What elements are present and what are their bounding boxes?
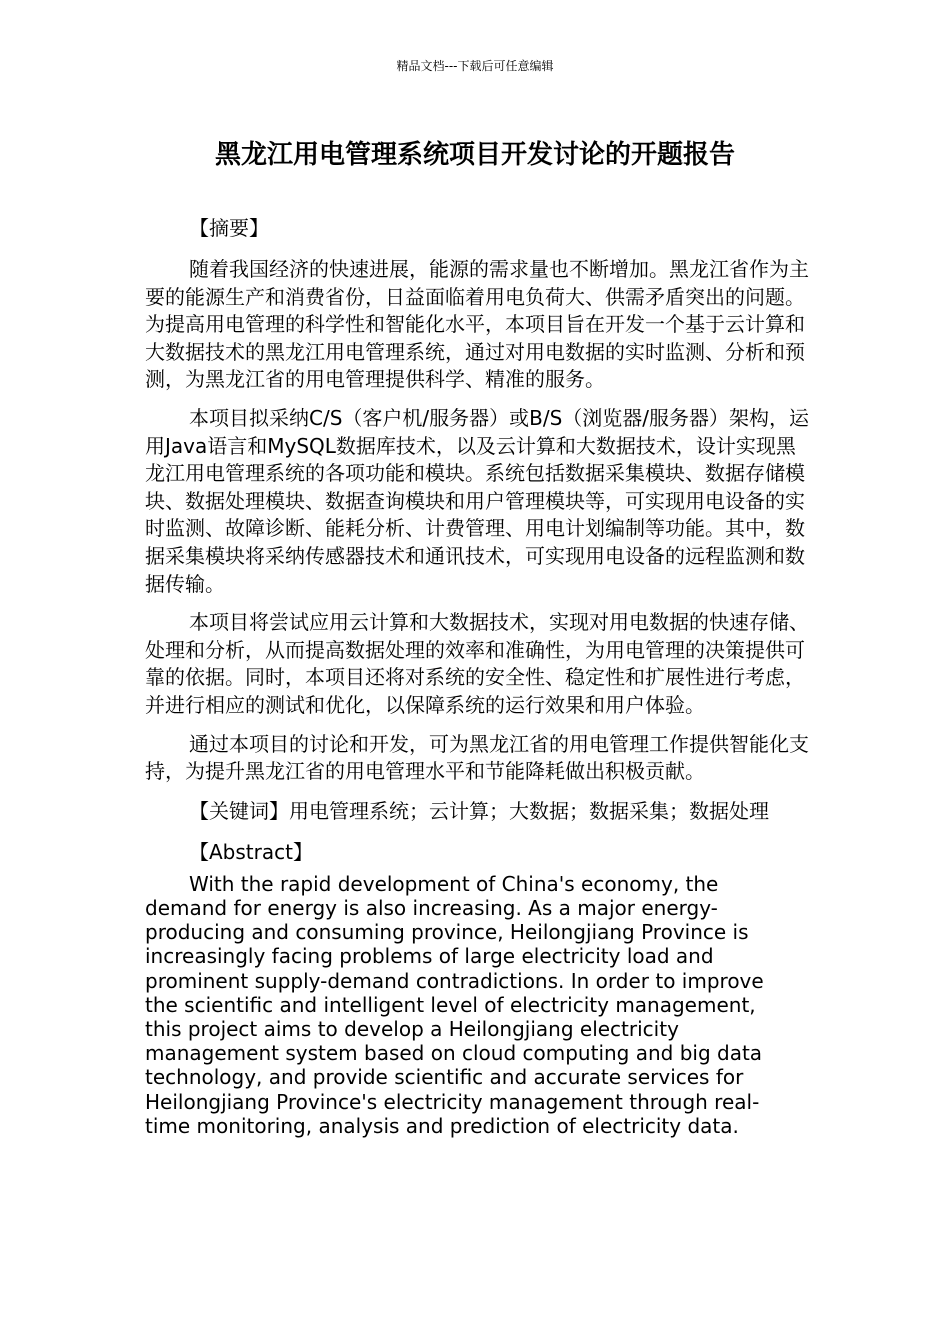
abstract-cn-paragraph-2: 本项目拟采纳C/S（客户机/服务器）或B/S（浏览器/服务器）架构，运用Java语言和MySQL数据库技术，以及云计算和大数据技术，设计实现黑龙江用电管理系统的各项功能和模块。系统包括数据采集模块、数据存储模块、数据处理模块、数据查询模块和用户管理模块等，可实现用电设备的实时监测、故障诊断、能耗分析、计费管理、用电计划编制等功能。其中，数据采集模块将采纳传感器技术和通讯技术，可实现用电设备的远程监测和数据传输。	[145, 405, 810, 596]
abstract-en-paragraph: With the rapid development of China's economy, the demand for energy is also increasing. As a major energy-producing and consuming province, Heilongjiang Province is increasingly facing problems of large electricity load and prominent supply-demand contradictions. In order to improve the scientific and intelligent level of electricity management, this project aims to develop a Heilongjiang electricity management system based on cloud computing and big data technology, and provide scientific and accurate services for Heilongjiang Province's electricity management through real-time monitoring, analysis and prediction of electricity data.	[145, 871, 764, 1138]
abstract-cn-paragraph-4: 通过本项目的讨论和开发，可为黑龙江省的用电管理工作提供智能化支持，为提升黑龙江省的用电管理水平和节能降耗做出积极贡献。	[145, 731, 809, 784]
abstract-cn-label: 【摘要】	[189, 216, 269, 240]
abstract-en-label: 【Abstract】	[189, 839, 313, 864]
page-header-note: 精品文档---下载后可任意编辑	[396, 59, 554, 73]
document-body	[145, 214, 810, 1138]
keywords-line: 【关键词】用电管理系统；云计算；大数据；数据采集；数据处理	[189, 798, 769, 823]
abstract-cn-paragraph-3: 本项目将尝试应用云计算和大数据技术，实现对用电数据的快速存储、处理和分析，从而提高数据处理的效率和准确性，为用电管理的决策提供可靠的依据。同时，本项目还将对系统的安全性、稳定性和扩展性进行考虑，并进行相应的测试和优化，以保障系统的运行效果和用户体验。	[145, 610, 809, 717]
abstract-cn-paragraph-1: 随着我国经济的快速进展，能源的需求量也不断增加。黑龙江省作为主要的能源生产和消费省份，日益面临着用电负荷大、供需矛盾突出的问题。为提高用电管理的科学性和智能化水平，本项目旨在开发一个基于云计算和大数据技术的黑龙江用电管理系统，通过对用电数据的实时监测、分析和预测，为黑龙江省的用电管理提供科学、精准的服务。	[145, 257, 809, 392]
document-title: 黑龙江用电管理系统项目开发讨论的开题报告	[214, 140, 735, 170]
